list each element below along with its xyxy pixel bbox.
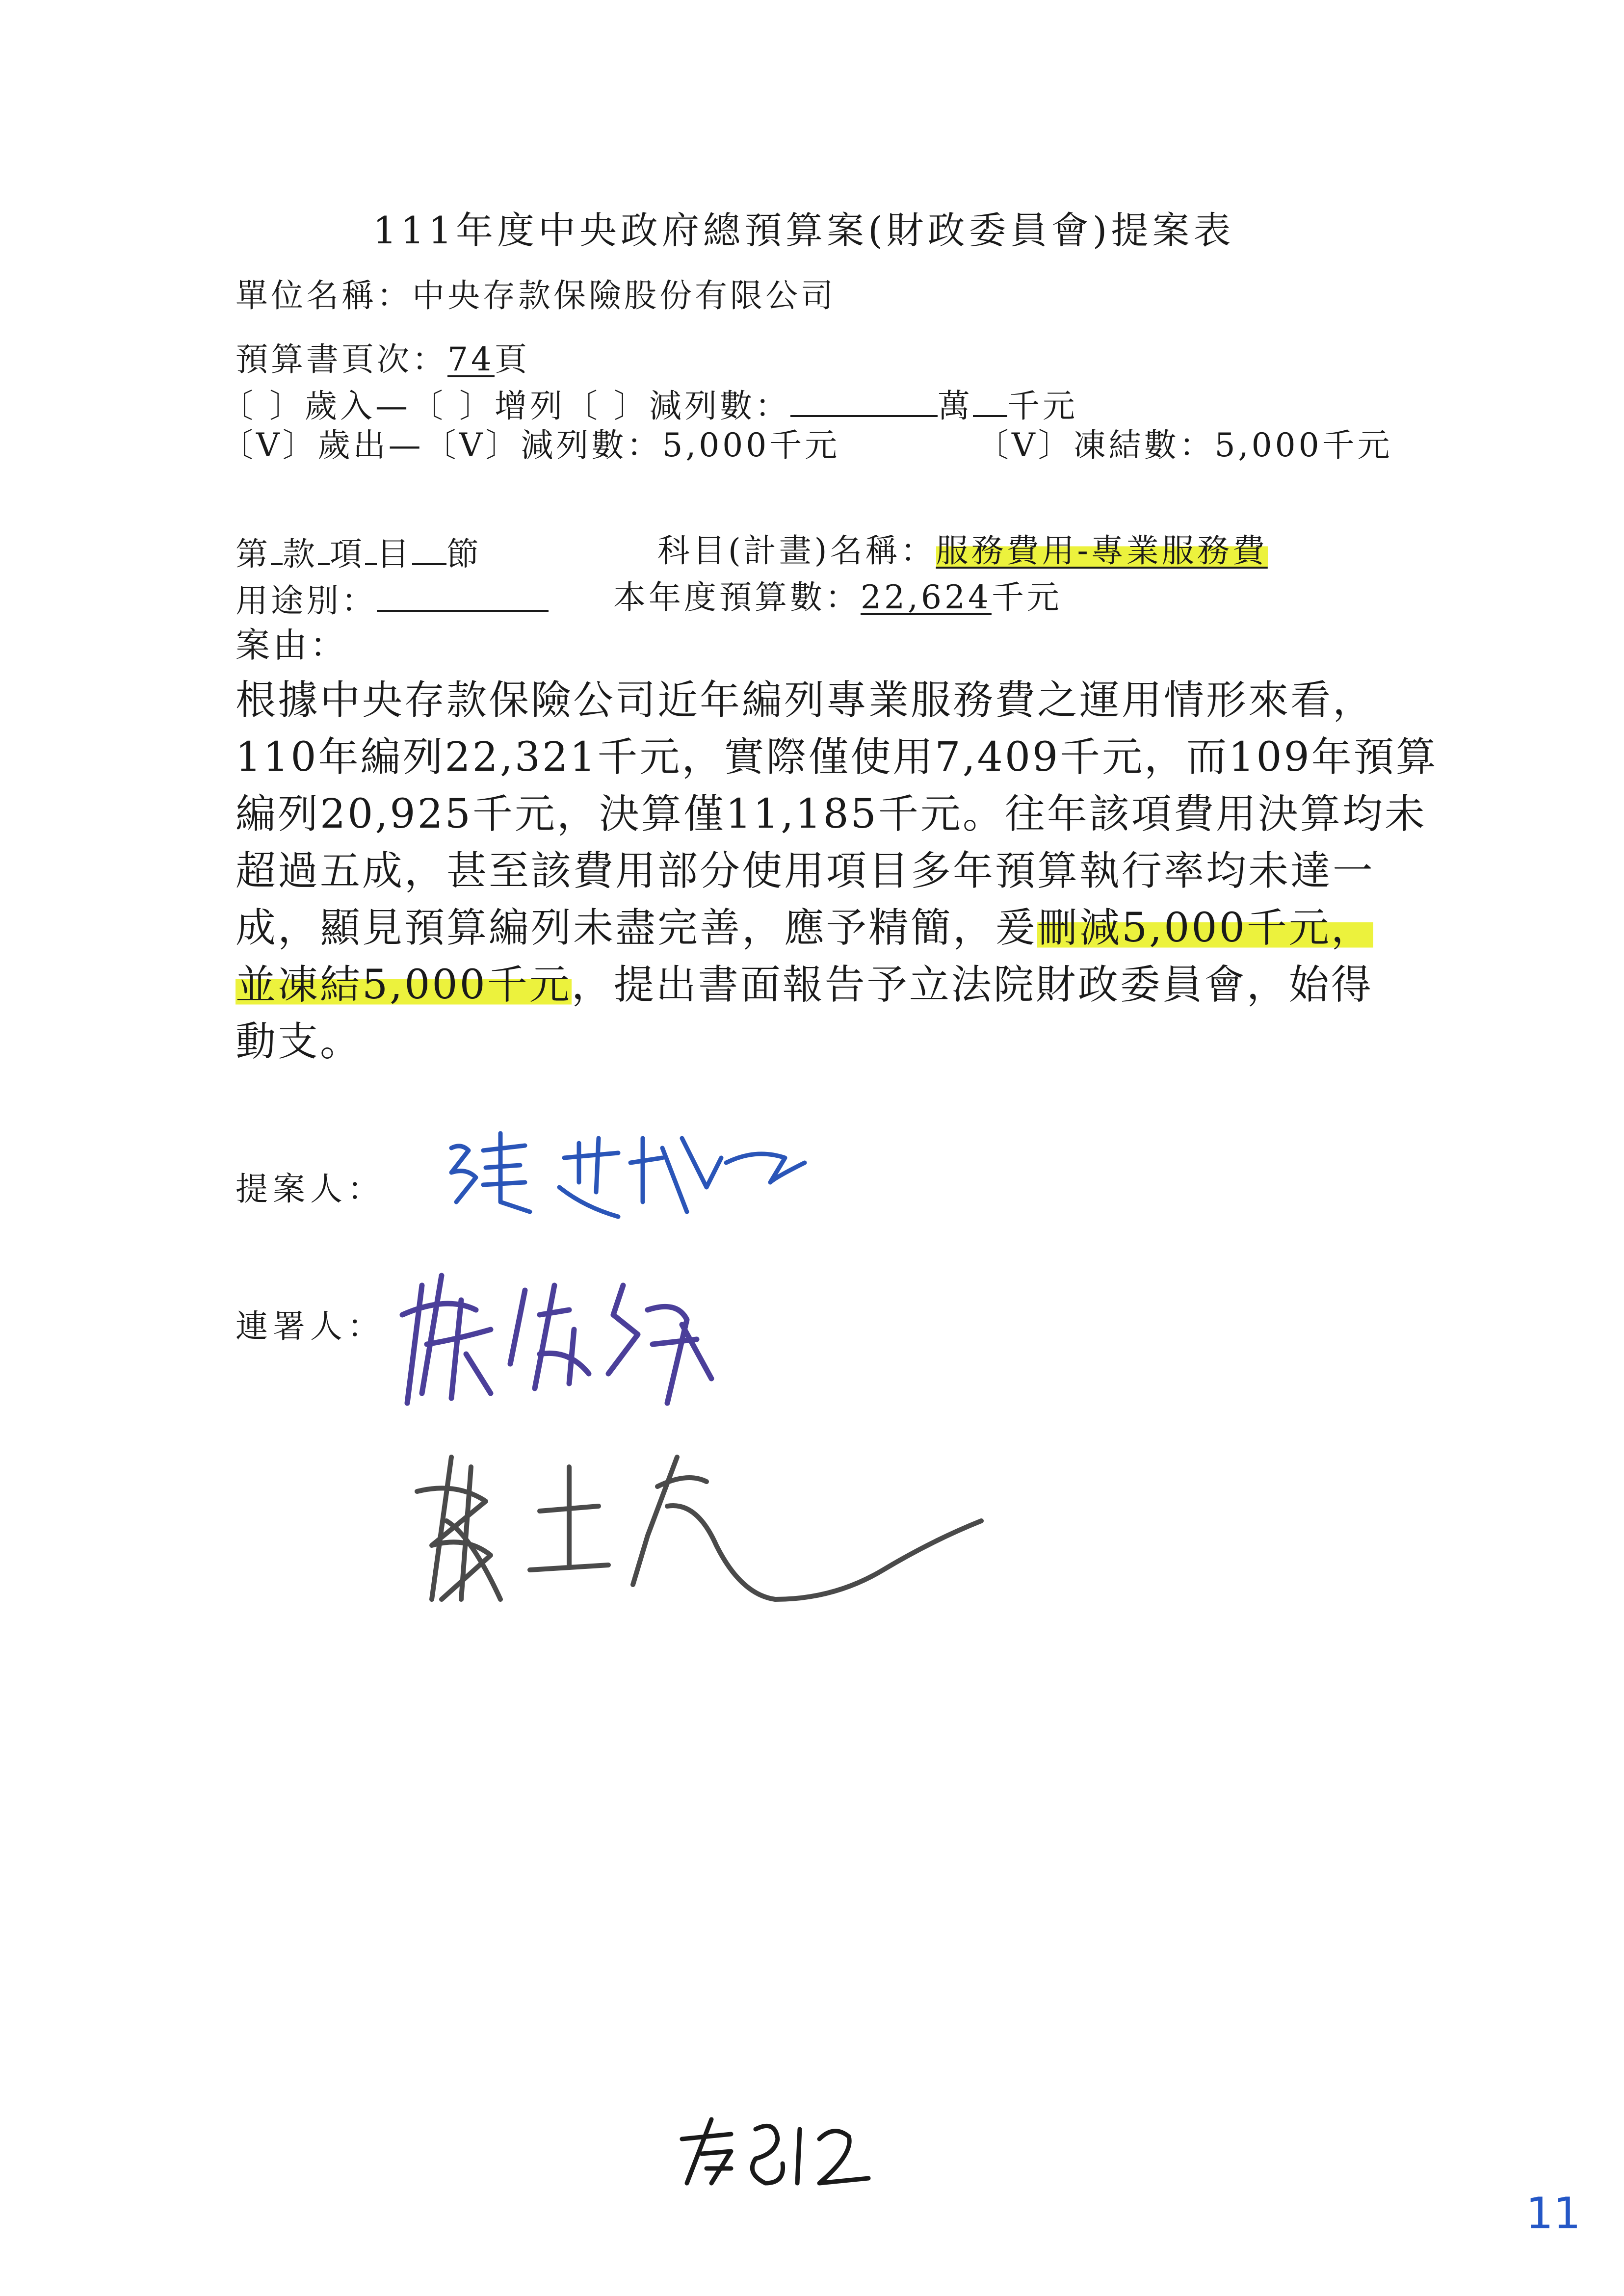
reason-text: ，提出書面報告予立法院財政委員會，始得 <box>571 962 1373 1008</box>
reason-line: 110年編列22,321千元，實際僅使用7,409千元，而109年預算 <box>236 734 1438 781</box>
cosigner-label: 連署人： <box>236 1307 385 1345</box>
cosigner-signature-1 <box>393 1256 834 1413</box>
reason-highlight-reduce: 刪減5,000千元， <box>1037 905 1373 951</box>
revenue-amount-blank <box>790 387 938 417</box>
item-kuan: 款 <box>283 535 318 573</box>
usage-label: 用途別： <box>236 582 377 620</box>
reason-line: 動支。 <box>236 1018 363 1065</box>
unit-name-label: 單位名稱： <box>236 277 412 314</box>
budget-amount-value: 22,624 <box>861 578 992 616</box>
form-title: 111年度中央政府總預算案(財政委員會)提案表 <box>373 209 1235 252</box>
handwritten-note <box>672 2110 878 2193</box>
budget-page-suffix: 頁 <box>494 340 530 378</box>
reason-body <box>236 672 1438 1070</box>
page-number: 11 <box>1526 2188 1581 2239</box>
budget-amount-label: 本年度預算數： <box>613 578 861 616</box>
subject-value: 服務費用-專業服務費 <box>936 532 1268 570</box>
reason-line: 超過五成，甚至該費用部分使用項目多年預算執行率均未達一 <box>236 848 1375 894</box>
reason-line: 編列20,925千元，決算僅11,185千元。往年該項費用決算均未 <box>236 791 1427 837</box>
item-xiang: 項 <box>330 535 365 573</box>
usage-row <box>236 581 549 620</box>
budget-page-row <box>236 340 530 378</box>
reason-line: 根據中央存款保險公司近年編列專業服務費之運用情形來看， <box>236 677 1375 724</box>
revenue-unit: 千元 <box>1007 387 1078 425</box>
item-blank-4 <box>412 535 446 565</box>
item-jie: 節 <box>446 535 482 573</box>
expense-reduce-row: 〔V〕歲出—〔V〕減列數：5,000千元 <box>221 426 840 464</box>
budget-amount-unit: 千元 <box>991 578 1062 616</box>
item-blank-2 <box>318 535 330 565</box>
reason-highlight-freeze: 並凍結5,000千元 <box>236 962 572 1008</box>
subject-label: 科目(計畫)名稱： <box>657 532 936 570</box>
revenue-thousand-blank <box>973 387 1007 417</box>
expense-freeze-row: 〔V〕凍結數：5,000千元 <box>976 426 1393 464</box>
item-mu: 目 <box>377 535 412 573</box>
reason-line <box>236 900 1403 957</box>
reason-text: 成，顯見預算編列未盡完善，應予精簡，爰 <box>236 905 1038 951</box>
reason-line <box>236 957 1403 1014</box>
proposer-signature <box>432 1104 854 1231</box>
revenue-options: 〔 〕歲入—〔 〕增列〔 〕減列數： <box>221 387 790 425</box>
revenue-wan: 萬 <box>937 387 973 425</box>
unit-name-row <box>236 277 836 314</box>
budget-page-label: 預算書頁次： <box>236 340 447 378</box>
proposer-label: 提案人： <box>236 1170 385 1208</box>
reason-label: 案由： <box>236 625 347 665</box>
item-blank-3 <box>365 535 377 565</box>
cosigner-signature-2 <box>402 1437 991 1644</box>
item-row <box>236 535 482 571</box>
budget-page-value: 74 <box>447 340 495 378</box>
item-blank-1 <box>271 535 283 565</box>
budget-amount-row <box>613 578 1062 616</box>
usage-blank <box>377 581 549 612</box>
revenue-row <box>221 387 1078 425</box>
item-di: 第 <box>236 535 271 573</box>
unit-name-value: 中央存款保險股份有限公司 <box>412 277 836 314</box>
subject-row <box>657 532 1268 570</box>
